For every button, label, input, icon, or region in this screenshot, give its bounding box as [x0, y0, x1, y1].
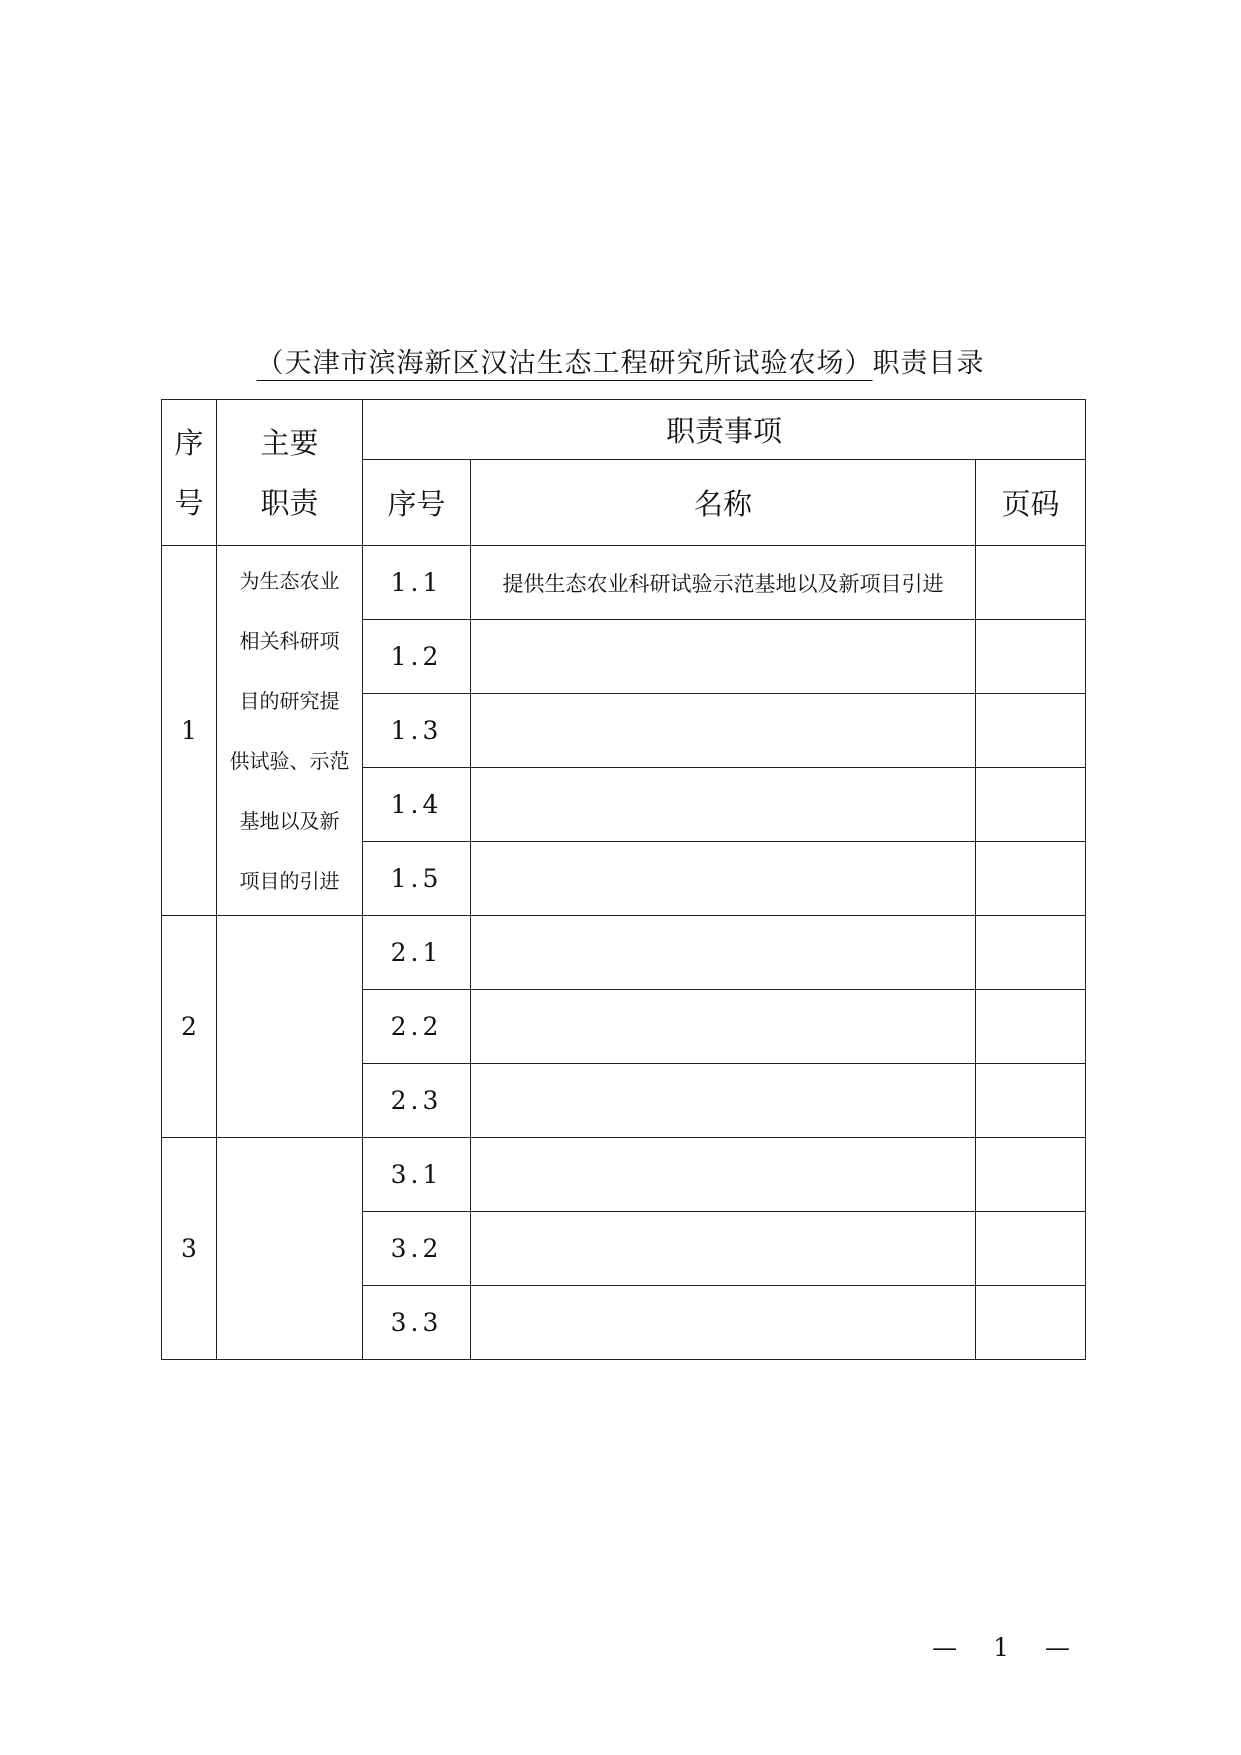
duty-text-line: 项目的引进	[239, 868, 340, 893]
item-seq: 2.1	[363, 916, 471, 990]
item-seq: 1.5	[363, 842, 471, 916]
item-seq: 3.2	[363, 1212, 471, 1286]
duty-text-line: 相关科研项	[239, 628, 340, 653]
footer-dash-right: —	[1045, 1633, 1070, 1662]
item-name	[471, 1064, 976, 1138]
item-page	[976, 1286, 1086, 1360]
header-item-page: 页码	[976, 460, 1086, 546]
item-page	[976, 1064, 1086, 1138]
item-page	[976, 990, 1086, 1064]
item-name	[471, 768, 976, 842]
item-name	[471, 1212, 976, 1286]
item-name	[471, 1286, 976, 1360]
title-suffix: 职责目录	[872, 348, 985, 379]
item-seq: 3.3	[363, 1286, 471, 1360]
item-page	[976, 546, 1086, 620]
duty-text-line: 供试验、示范	[229, 748, 350, 773]
item-seq: 1.1	[363, 546, 471, 620]
item-page	[976, 916, 1086, 990]
footer-dash-left: —	[932, 1633, 958, 1662]
item-seq: 1.4	[363, 768, 471, 842]
header-seq-line-1: 序	[174, 425, 204, 460]
item-name	[471, 620, 976, 694]
item-seq: 3.1	[363, 1138, 471, 1212]
item-name	[471, 1138, 976, 1212]
table-row	[162, 1138, 1086, 1212]
table-row	[162, 546, 1086, 620]
duty-description	[217, 1138, 363, 1360]
item-seq: 1.2	[363, 620, 471, 694]
item-name	[471, 916, 976, 990]
header-seq	[162, 400, 217, 546]
item-page	[976, 620, 1086, 694]
header-main-duty-line-2: 职责	[260, 485, 319, 520]
item-page	[976, 1212, 1086, 1286]
header-duty-items: 职责事项	[363, 400, 1086, 460]
org-name: （天津市滨海新区汉沽生态工程研究所试验农场）	[256, 348, 873, 379]
item-page	[976, 842, 1086, 916]
header-item-seq: 序号	[363, 460, 471, 546]
table-row	[162, 916, 1086, 990]
header-seq-line-2: 号	[174, 485, 204, 520]
item-page	[976, 768, 1086, 842]
item-page	[976, 694, 1086, 768]
item-name	[471, 990, 976, 1064]
duty-text-line: 目的研究提	[239, 688, 340, 713]
duty-text-line: 基地以及新	[239, 808, 340, 833]
item-page	[976, 1138, 1086, 1212]
item-name: 提供生态农业科研试验示范基地以及新项目引进	[471, 546, 976, 620]
item-seq: 1.3	[363, 694, 471, 768]
duty-seq: 1	[162, 546, 217, 916]
header-main-duty-line-1: 主要	[260, 425, 319, 460]
page-title	[0, 344, 1241, 384]
duty-text-line: 为生态农业	[239, 568, 340, 593]
item-name	[471, 842, 976, 916]
header-item-name: 名称	[471, 460, 976, 546]
page-number: 1	[993, 1633, 1009, 1662]
header-main-duty	[217, 400, 363, 546]
page-footer	[914, 1633, 1088, 1662]
item-seq: 2.2	[363, 990, 471, 1064]
duty-catalog-table	[161, 399, 1086, 1360]
item-seq: 2.3	[363, 1064, 471, 1138]
item-name	[471, 694, 976, 768]
duty-description	[217, 916, 363, 1138]
duty-seq: 2	[162, 916, 217, 1138]
duty-seq: 3	[162, 1138, 217, 1360]
duty-description	[217, 546, 363, 916]
